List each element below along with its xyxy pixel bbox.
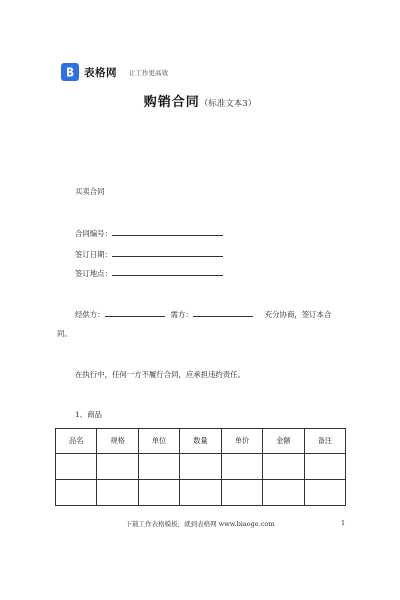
table-cell[interactable]: [221, 454, 262, 480]
supplier-field[interactable]: [105, 309, 165, 317]
contract-no-label: 合同编号：: [75, 229, 112, 238]
table-cell[interactable]: [180, 454, 221, 480]
sign-date-label: 签订日期：: [75, 250, 112, 259]
table-cell[interactable]: [97, 480, 138, 506]
sign-place-row: [75, 268, 223, 278]
sign-place-label: 签订地点：: [75, 269, 112, 278]
negotiation-text: 充分协商，签订本合: [264, 310, 332, 319]
header-product-name: 品名: [56, 429, 97, 454]
header-quantity: 数量: [180, 429, 221, 454]
table-row: [56, 454, 346, 480]
supplier-label: 经供方：: [75, 310, 105, 319]
page-number: 1: [341, 519, 346, 527]
footer-text: 下载工作表格模板，就到表格网 www.biaoge.com: [125, 520, 275, 528]
breach-clause: 在执行中，任何一方不履行合同，应承担违约责任。: [75, 370, 245, 379]
parties-row: [75, 309, 331, 319]
table-cell[interactable]: [56, 480, 97, 506]
goods-table: [55, 428, 346, 506]
header-unit: 单位: [138, 429, 179, 454]
header-spec: 规格: [97, 429, 138, 454]
table-cell[interactable]: [263, 480, 304, 506]
section-goods-heading: 1、商品: [75, 410, 102, 419]
brand-slogan: 让工作更高效: [129, 69, 168, 77]
table-cell[interactable]: [263, 454, 304, 480]
table-cell[interactable]: [56, 454, 97, 480]
brand-logo: [61, 63, 168, 81]
table-cell[interactable]: [138, 480, 179, 506]
buyer-field[interactable]: [193, 309, 253, 317]
brand-name: 表格网: [84, 66, 117, 79]
table-header-row: [56, 429, 346, 454]
table-cell[interactable]: [138, 454, 179, 480]
table-cell[interactable]: [97, 454, 138, 480]
sign-place-field[interactable]: [112, 268, 223, 276]
table-cell[interactable]: [180, 480, 221, 506]
sign-date-row: [75, 249, 223, 259]
contract-heading: 买卖合同: [75, 187, 105, 196]
sign-date-field[interactable]: [112, 249, 223, 257]
header-unit-price: 单价: [221, 429, 262, 454]
header-amount: 金额: [263, 429, 304, 454]
table-cell[interactable]: [304, 480, 345, 506]
document-title: [0, 91, 400, 110]
negotiation-continuation: 同。: [57, 329, 72, 338]
contract-no-field[interactable]: [112, 228, 223, 236]
table-cell[interactable]: [304, 454, 345, 480]
header-remarks: 备注: [304, 429, 345, 454]
logo-icon: [61, 63, 79, 81]
title-sub: （标准文本3）: [199, 99, 257, 109]
title-main: 购销合同: [143, 95, 200, 110]
table-cell[interactable]: [221, 480, 262, 506]
table-row: [56, 480, 346, 506]
buyer-label: 需方：: [170, 310, 193, 319]
contract-no-row: [75, 228, 223, 238]
